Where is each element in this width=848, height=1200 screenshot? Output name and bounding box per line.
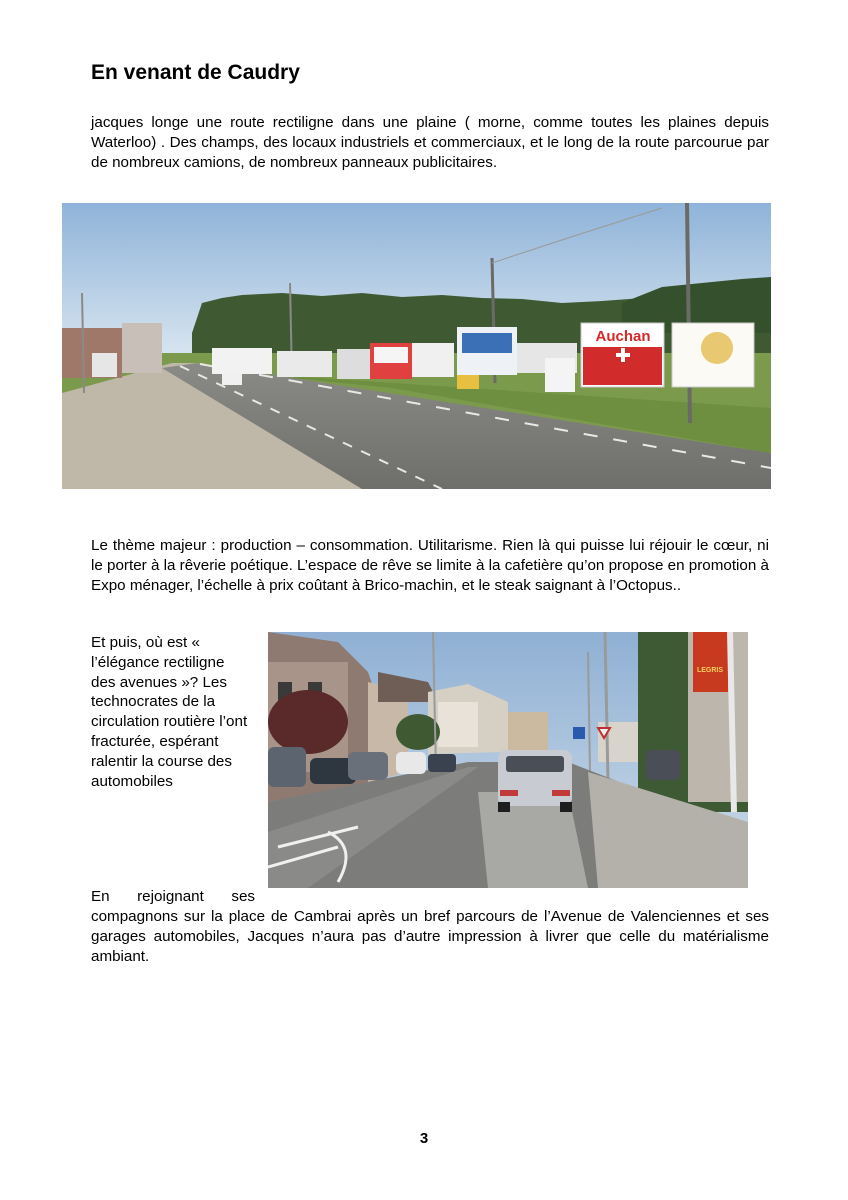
billboard-sign-text: Auchan <box>595 328 651 345</box>
photo-avenue-traffic <box>268 632 748 888</box>
photo-road-billboards <box>62 203 771 489</box>
paragraph-conclusion: compagnons sur la place de Cambrai après un bref parcours de l’Avenue de Valenciennes et ses garages automobiles, Jacques n’aura pas d’autre impression à livrer que celle du matérialisme ambiant. <box>91 908 769 965</box>
page-number: 3 <box>419 1130 429 1147</box>
paragraph-rejoignant: En rejoignant ses <box>91 888 255 905</box>
paragraph-intro: jacques longe une route rectiligne dans une plaine ( morne, comme toutes les plaines depuis Waterloo) . Des champs, des locaux industriels et commerciaux, et le long de la route parcourue par de nombreux camions, de nombreux panneaux publicitaires. <box>91 114 769 171</box>
page-title: En venant de Caudry <box>91 61 300 84</box>
paragraph-avenues: Et puis, où est « l’élégance rectiligne des avenues »? Les technocrates de la circulation routière l’ont fracturée, espérant ralentir la course des automobiles <box>91 634 248 790</box>
paragraph-theme: Le thème majeur : production – consommation. Utilitarisme. Rien là qui puisse lui réjouir le cœur, ni le porter à la rêverie poétique. L’espace de rêve se limite à la cafetière qu’on propose en promotion à Expo ménager, l’échelle à prix coûtant à Brico-machin, et le steak saignant à l’Octopus.. <box>91 537 769 594</box>
road-billboards-image <box>62 203 771 489</box>
shop-sign-text: LEGRIS <box>696 667 724 674</box>
avenue-traffic-image <box>268 632 748 888</box>
